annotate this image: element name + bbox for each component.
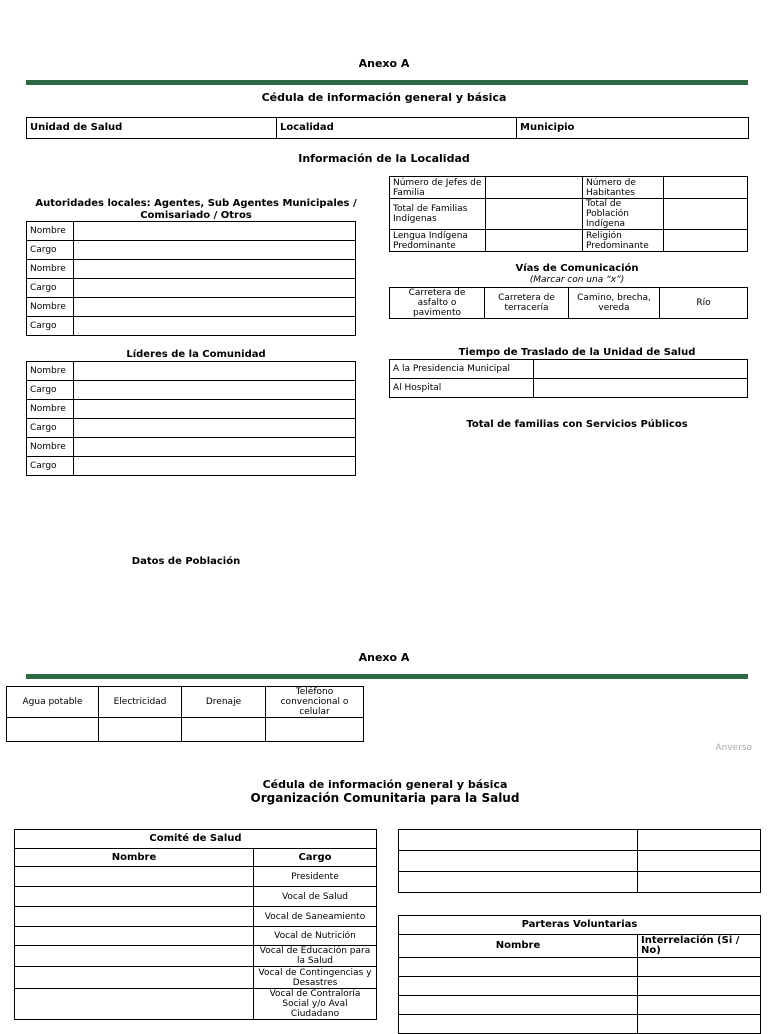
info-input[interactable] (486, 230, 583, 252)
page2-title-1: Cédula de información general y básica (262, 778, 508, 791)
comite-nombre-input[interactable] (15, 867, 254, 887)
extra-input[interactable] (399, 851, 638, 872)
traslado-input[interactable] (534, 379, 748, 398)
autoridad-label: Nombre (27, 298, 74, 317)
autoridades-title: Autoridades locales: Agentes, Sub Agentes Municipales / Comisariado / Otros (35, 198, 357, 221)
servicio-telefono: Teléfono convencional o celular (266, 687, 364, 718)
autoridad-input[interactable] (74, 298, 356, 317)
autoridades-table (26, 221, 356, 336)
extra-input[interactable] (638, 830, 761, 851)
comite-cargo: Vocal de Nutrición (254, 927, 377, 946)
info-label: Número de Habitantes (583, 177, 664, 199)
green-divider (26, 80, 748, 85)
lider-label: Nombre (27, 400, 74, 419)
lider-input[interactable] (74, 419, 356, 438)
comite-cargo: Vocal de Contingencias y Desastres (254, 967, 377, 989)
partera-nombre-input[interactable] (399, 958, 638, 977)
info-label: Lengua Indígena Predominante (390, 230, 486, 252)
extra-input[interactable] (399, 830, 638, 851)
via-rio[interactable]: Río (660, 288, 748, 319)
servicio-drenaje: Drenaje (182, 687, 266, 718)
partera-nombre-input[interactable] (399, 1015, 638, 1034)
localidad-title: Información de la Localidad (298, 152, 470, 165)
info-input[interactable] (486, 177, 583, 199)
via-camino[interactable]: Camino, brecha, vereda (569, 288, 660, 319)
parteras-nombre-header: Nombre (399, 935, 638, 958)
autoridad-label: Cargo (27, 317, 74, 336)
extra-input[interactable] (638, 851, 761, 872)
partera-interrelacion-input[interactable] (638, 958, 761, 977)
comite-table (14, 829, 377, 1020)
vias-table (389, 287, 748, 319)
autoridad-label: Cargo (27, 241, 74, 260)
lider-input[interactable] (74, 400, 356, 419)
lider-input[interactable] (74, 362, 356, 381)
comite-cargo: Presidente (254, 867, 377, 887)
lider-input[interactable] (74, 457, 356, 476)
vias-note: (Marcar con una “x”) (529, 275, 625, 285)
anexo-label-2: Anexo A (358, 651, 410, 664)
info-label: Religión Predominante (583, 230, 664, 252)
comite-cargo: Vocal de Educación para la Salud (254, 946, 377, 967)
partera-nombre-input[interactable] (399, 996, 638, 1015)
parteras-table (398, 915, 761, 1034)
comite-cargo: Vocal de Contraloría Social y/o Aval Ciudadano (254, 989, 377, 1020)
comite-title: Comité de Salud (15, 830, 377, 849)
parteras-title: Parteras Voluntarias (399, 916, 761, 935)
via-terraceria[interactable]: Carretera de terracería (485, 288, 569, 319)
comite-nombre-input[interactable] (15, 887, 254, 907)
autoridad-label: Nombre (27, 222, 74, 241)
autoridad-label: Nombre (27, 260, 74, 279)
header-fields-table (26, 117, 749, 139)
lider-label: Cargo (27, 457, 74, 476)
lider-label: Cargo (27, 381, 74, 400)
traslado-table (389, 359, 748, 398)
servicio-input[interactable] (266, 718, 364, 742)
green-divider-2 (26, 674, 748, 679)
partera-interrelacion-input[interactable] (638, 1015, 761, 1034)
info-label: Número de Jefes de Familia (390, 177, 486, 199)
lider-input[interactable] (74, 438, 356, 457)
autoridad-label: Cargo (27, 279, 74, 298)
info-input[interactable] (664, 199, 748, 230)
page2-title-2: Organización Comunitaria para la Salud (250, 791, 520, 805)
servicio-input[interactable] (7, 718, 99, 742)
autoridad-input[interactable] (74, 241, 356, 260)
lideres-table (26, 361, 356, 476)
autoridad-input[interactable] (74, 222, 356, 241)
comite-nombre-input[interactable] (15, 907, 254, 927)
servicio-agua: Agua potable (7, 687, 99, 718)
traslado-input[interactable] (534, 360, 748, 379)
comite-nombre-input[interactable] (15, 989, 254, 1020)
info-input[interactable] (664, 230, 748, 252)
vias-title: Vías de Comunicación (515, 263, 639, 274)
comite-nombre-input[interactable] (15, 946, 254, 967)
comite-cargo-header: Cargo (254, 849, 377, 867)
traslado-label: A la Presidencia Municipal (390, 360, 534, 379)
info-label: Total de Población Indígena (583, 199, 664, 230)
extra-table (398, 829, 761, 893)
info-label: Total de Familias Indígenas (390, 199, 486, 230)
info-localidad-table (389, 176, 748, 252)
field-unidad[interactable]: Unidad de Salud (27, 118, 277, 139)
traslado-label: Al Hospital (390, 379, 534, 398)
comite-nombre-input[interactable] (15, 967, 254, 989)
lider-input[interactable] (74, 381, 356, 400)
field-localidad[interactable]: Localidad (277, 118, 517, 139)
servicios-title: Total de familias con Servicios Públicos (466, 419, 688, 430)
lider-label: Cargo (27, 419, 74, 438)
lider-label: Nombre (27, 438, 74, 457)
autoridad-input[interactable] (74, 317, 356, 336)
poblacion-title: Datos de Población (131, 556, 241, 567)
partera-interrelacion-input[interactable] (638, 977, 761, 996)
page-title: Cédula de información general y básica (261, 91, 507, 104)
anexo-label: Anexo A (358, 57, 410, 70)
field-municipio[interactable]: Municipio (517, 118, 749, 139)
extra-input[interactable] (638, 872, 761, 893)
servicio-electricidad: Electricidad (99, 687, 182, 718)
info-input[interactable] (486, 199, 583, 230)
traslado-title: Tiempo de Traslado de la Unidad de Salud (458, 347, 696, 358)
servicio-input[interactable] (182, 718, 266, 742)
comite-nombre-input[interactable] (15, 927, 254, 946)
comite-cargo: Vocal de Salud (254, 887, 377, 907)
partera-interrelacion-input[interactable] (638, 996, 761, 1015)
anverso-label: Anverso (715, 743, 752, 753)
lideres-title: Líderes de la Comunidad (126, 349, 266, 360)
via-asfalto[interactable]: Carretera de asfalto o pavimento (390, 288, 485, 319)
extra-input[interactable] (399, 872, 638, 893)
comite-nombre-header: Nombre (15, 849, 254, 867)
comite-cargo: Vocal de Saneamiento (254, 907, 377, 927)
servicios-table (6, 686, 364, 742)
lider-label: Nombre (27, 362, 74, 381)
servicio-input[interactable] (99, 718, 182, 742)
autoridad-input[interactable] (74, 279, 356, 298)
autoridad-input[interactable] (74, 260, 356, 279)
parteras-interrelacion-header: Interrelación (Si / No) (638, 935, 761, 958)
partera-nombre-input[interactable] (399, 977, 638, 996)
info-input[interactable] (664, 177, 748, 199)
